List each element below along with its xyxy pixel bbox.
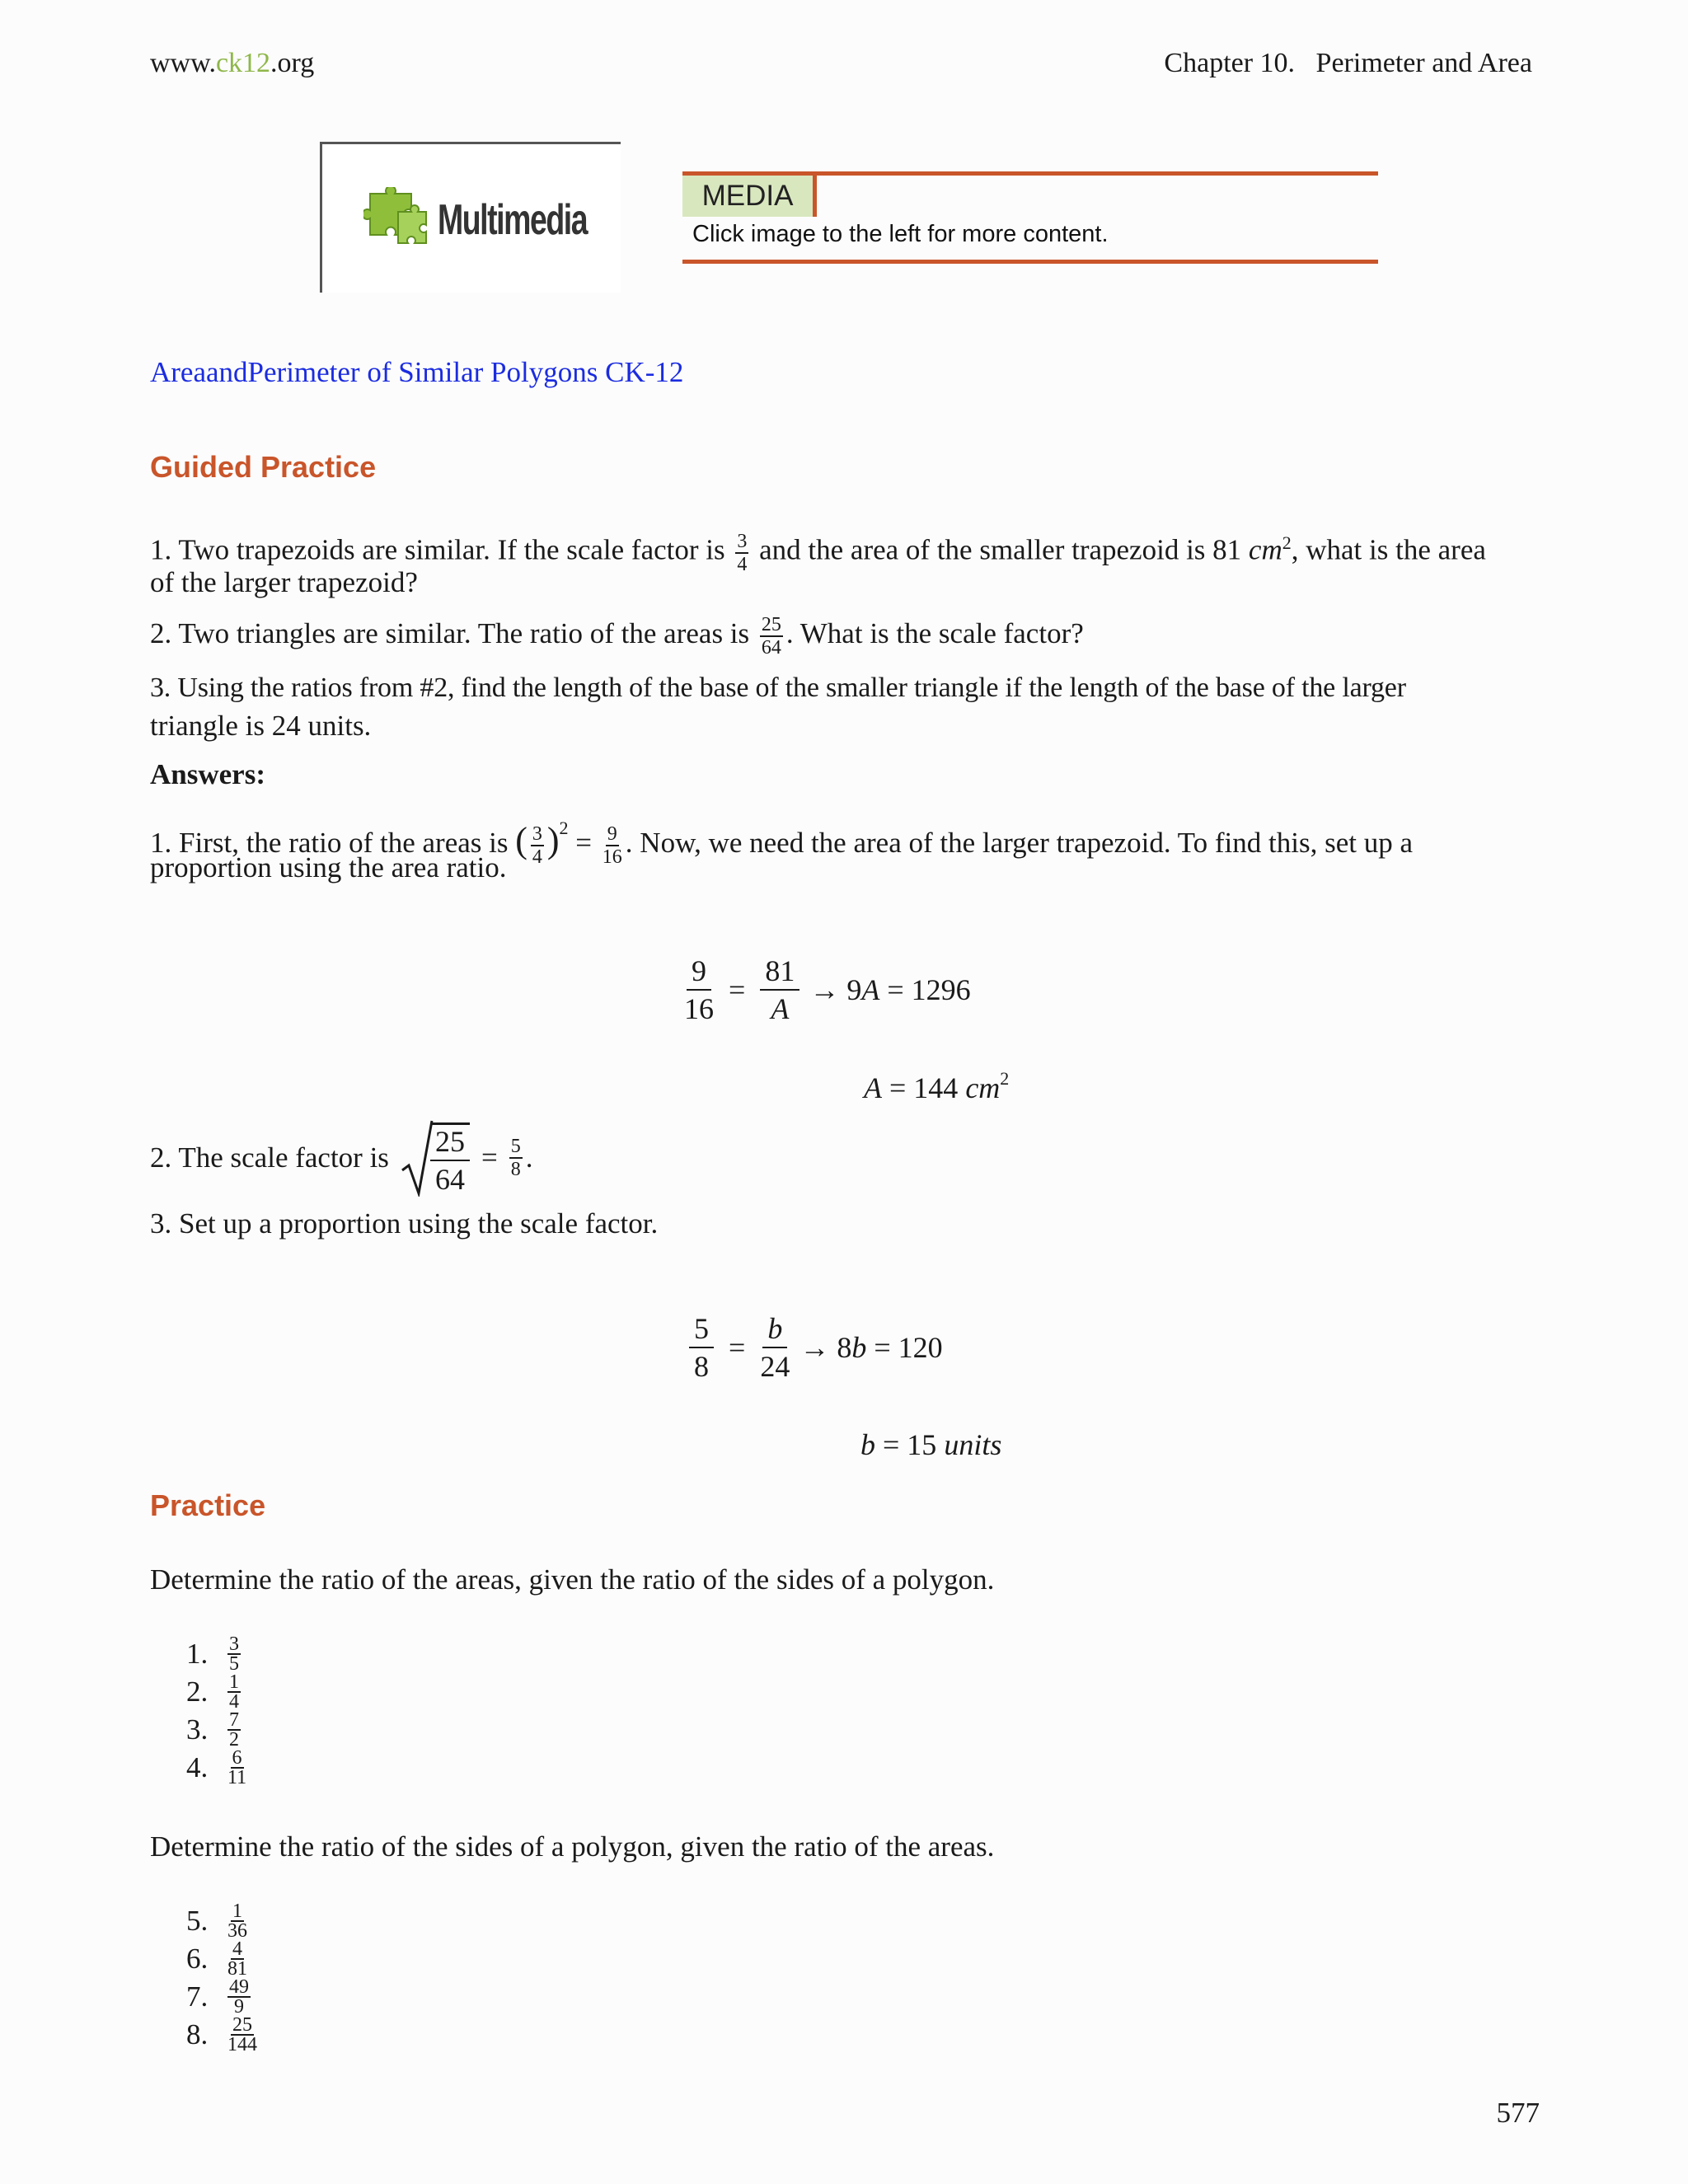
practice-item-number: 5. xyxy=(186,1905,209,1937)
equation-1-line2: A = 144 $cm^2$ xyxy=(864,1068,1010,1104)
practice-item xyxy=(186,2016,257,2054)
page-number: 577 xyxy=(1496,2097,1540,2129)
site-url: www.ck12.org xyxy=(150,48,315,78)
multimedia-label: Multimedia xyxy=(438,196,588,244)
practice-heading: Practice xyxy=(150,1488,266,1522)
practice-item xyxy=(186,1673,241,1711)
equation-1: $\frac{9}{16}$ = $\frac{81}{A}$ → 9A = 1296 xyxy=(684,954,971,1025)
equation-2-line2: b = 15 units xyxy=(860,1428,1002,1461)
practice-item-number: 1. xyxy=(186,1638,209,1670)
radical-sign xyxy=(401,1119,434,1197)
multimedia-thumbnail[interactable] xyxy=(320,142,621,293)
practice-item xyxy=(186,1940,247,1978)
practice-item-number: 7. xyxy=(186,1980,209,2013)
practice-item-fraction: 1 4 xyxy=(229,1671,239,1713)
practice-item-number: 4. xyxy=(186,1751,209,1783)
puzzle-icon xyxy=(363,187,429,248)
practice-instructions-1: Determine the ratio of the areas, given the ratio of the sides of a polygon. xyxy=(150,1563,995,1596)
practice-item-fraction: 6 11 xyxy=(227,1747,247,1788)
question-3-cont: triangle is 24 units. xyxy=(150,710,372,742)
practice-item-fraction: 1 36 xyxy=(227,1900,247,1942)
practice-item xyxy=(186,1902,247,1940)
answer-1-cont: proportion using the area ratio. xyxy=(150,851,507,883)
answer-3: 3. Set up a proportion using the scale factor. xyxy=(150,1207,659,1240)
video-link[interactable]: AreaandPerimeter of Similar Polygons CK-12 xyxy=(150,356,684,388)
practice-item-number: 8. xyxy=(186,2018,209,2050)
practice-item-number: 6. xyxy=(186,1943,209,1975)
answers-label: Answers: xyxy=(150,758,265,790)
practice-item-fraction: 7 2 xyxy=(229,1709,239,1750)
q2-fraction: $\frac{25}{64}$ xyxy=(761,614,781,658)
media-caption: Click image to the left for more content. xyxy=(692,221,1109,247)
answer-2: 2. The scale factor is $\frac{25}{64}$ = $\frac{5}{8}$ . xyxy=(150,1119,532,1197)
practice-item xyxy=(186,1978,251,2016)
practice-item xyxy=(186,1711,241,1749)
equation-2: $\frac{5}{8}$ = $\frac{b}{24}$ → 8b = 120 xyxy=(686,1314,943,1381)
question-1-cont: of the larger trapezoid? xyxy=(150,566,418,598)
media-bottom-rule xyxy=(682,260,1378,264)
question-1: 1. Two trapezoids are similar. If the scale factor is $\frac{3}{4}$ and the area of the smaller trapezoid is 81 $cm^2$, what is the area xyxy=(150,530,1486,575)
practice-item-fraction: 3 5 xyxy=(229,1633,239,1675)
practice-item xyxy=(186,1635,241,1673)
guided-practice-heading: Guided Practice xyxy=(150,450,377,484)
practice-item-fraction: 4 81 xyxy=(227,1938,247,1980)
question-3: 3. Using the ratios from #2, find the length of the base of the smaller triangle if the length of the base of the larger xyxy=(150,673,1406,703)
practice-item-number: 3. xyxy=(186,1713,209,1746)
question-2: 2. Two triangles are similar. The ratio of the areas is $\frac{25}{64}$ . What is the scale factor? xyxy=(150,614,1084,658)
media-tag: MEDIA xyxy=(682,176,817,217)
chapter-title: Chapter 10. Perimeter and Area xyxy=(1164,48,1532,78)
practice-item-fraction: 25 144 xyxy=(227,2014,257,2055)
q1-fraction: $\frac{3}{4}$ xyxy=(737,530,748,575)
answer-1: 1. First, the ratio of the areas is ( $\frac{3}{4}$ )$^2$ = $\frac{9}{16}$ . Now, we need the area of the larger trapezoid. To find this, set up a xyxy=(150,818,1413,868)
media-box xyxy=(682,171,1378,264)
practice-instructions-2: Determine the ratio of the sides of a polygon, given the ratio of the areas. xyxy=(150,1830,995,1863)
practice-item xyxy=(186,1749,246,1787)
practice-item-number: 2. xyxy=(186,1675,209,1708)
practice-item-fraction: 49 9 xyxy=(229,1976,249,2018)
